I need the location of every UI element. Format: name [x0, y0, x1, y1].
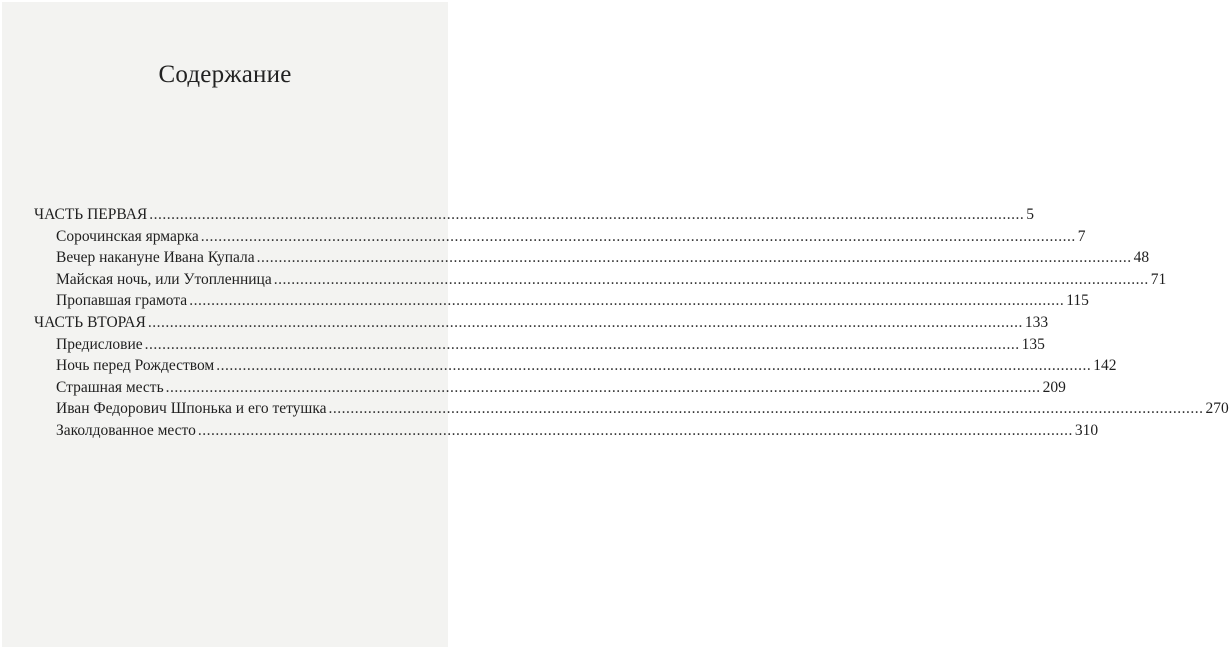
- toc-entry-title: Ночь перед Рождеством: [56, 357, 215, 375]
- table-of-contents: [34, 204, 1229, 442]
- toc-entry: [34, 290, 1089, 312]
- toc-entry-title: Сорочинская ярмарка: [56, 227, 199, 245]
- toc-page-number: 115: [1066, 292, 1089, 310]
- toc-part-2: [34, 312, 1049, 334]
- toc-page-number: 270: [1205, 400, 1229, 418]
- page-title: Содержание: [158, 61, 292, 88]
- toc-entry: [34, 420, 1099, 442]
- toc-page-number: 71: [1150, 270, 1167, 288]
- toc-entry-title: ЧАСТЬ ВТОРАЯ: [34, 313, 146, 331]
- toc-entry-title: Предисловие: [56, 335, 143, 353]
- toc-entry: [34, 334, 1045, 356]
- toc-leader-dots: ........................................................................................................................................................................................................: [200, 227, 1076, 245]
- toc-leader-dots: ........................................................................................................................................................................................................: [216, 357, 1092, 375]
- book-page: [2, 2, 1229, 647]
- toc-page-number: 142: [1093, 357, 1117, 375]
- toc-entry: [34, 398, 1229, 420]
- toc-page-number: 135: [1021, 335, 1045, 353]
- toc-leader-dots: ........................................................................................................................................................................................................: [273, 270, 1149, 288]
- toc-leader-dots: ........................................................................................................................................................................................................: [328, 400, 1204, 418]
- toc-leader-dots: ........................................................................................................................................................................................................: [189, 292, 1065, 310]
- toc-page-number: 133: [1024, 313, 1049, 331]
- toc-page-number: 48: [1133, 249, 1150, 267]
- toc-page-number: 5: [1026, 206, 1035, 223]
- toc-entry-title: Иван Федорович Шпонька и его тетушка: [56, 400, 327, 418]
- toc-entry: [34, 247, 1150, 269]
- toc-entry: [34, 377, 1066, 399]
- toc-entry-title: ЧАСТЬ ПЕРВАЯ: [34, 206, 148, 223]
- toc-page-number: 7: [1077, 227, 1086, 245]
- toc-entry-title: Страшная месть: [56, 378, 164, 396]
- toc-entry: [34, 355, 1117, 377]
- toc-entry: [34, 226, 1086, 248]
- toc-part-1: [34, 204, 1035, 226]
- toc-leader-dots: ........................................................................................................................................................................................................: [149, 206, 1025, 223]
- toc-leader-dots: ........................................................................................................................................................................................................: [165, 378, 1041, 396]
- toc-page-number: 209: [1042, 378, 1066, 396]
- toc-leader-dots: ........................................................................................................................................................................................................: [144, 335, 1020, 353]
- toc-entry-title: Пропавшая грамота: [56, 292, 188, 310]
- toc-leader-dots: ........................................................................................................................................................................................................: [256, 249, 1132, 267]
- toc-page-number: 310: [1074, 421, 1099, 439]
- toc-entry-title: Майская ночь, или Утопленница: [56, 270, 272, 288]
- toc-leader-dots: ........................................................................................................................................................................................................: [147, 313, 1023, 331]
- toc-entry-title: Заколдованное место: [56, 421, 196, 439]
- toc-entry: [34, 269, 1167, 291]
- toc-entry-title: Вечер накануне Ивана Купала: [56, 249, 255, 267]
- toc-leader-dots: ........................................................................................................................................................................................................: [197, 421, 1073, 439]
